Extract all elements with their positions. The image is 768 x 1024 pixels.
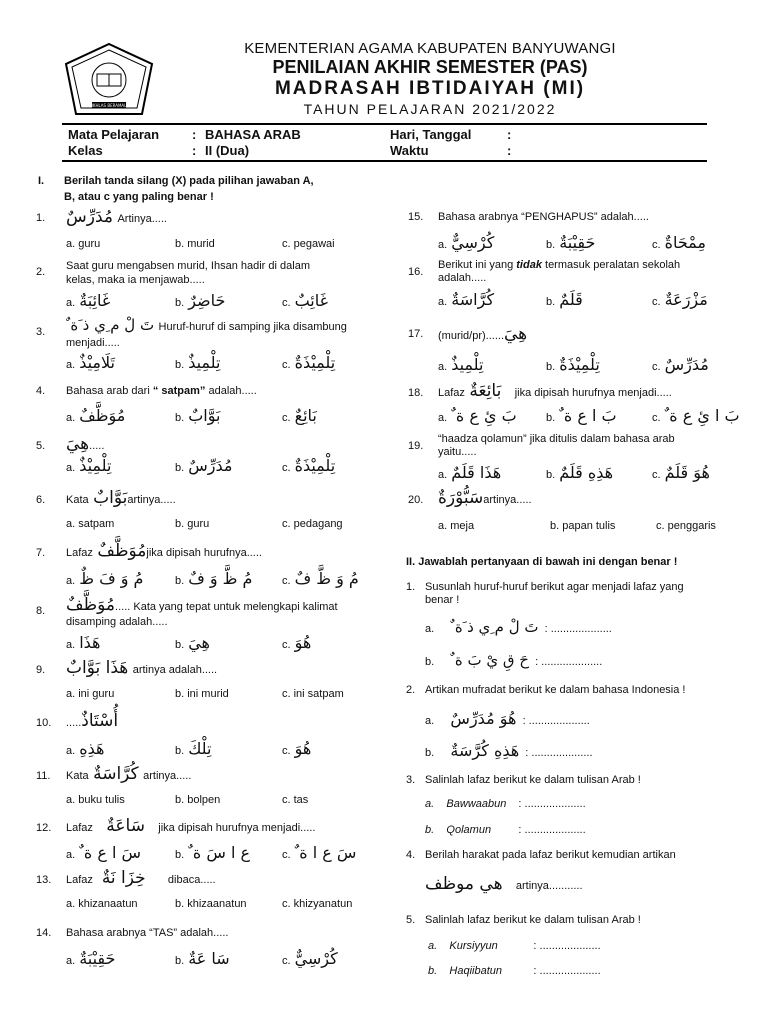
option-c[interactable]: c. tas — [282, 794, 309, 806]
class-value: II (Dua) — [205, 143, 250, 158]
question-text: disamping adalah..... — [66, 616, 168, 628]
option-b[interactable]: b. سَا عَةٌ — [175, 949, 230, 968]
subject-label: Mata Pelajaran — [68, 127, 160, 142]
option-c[interactable]: c. غَائِبٌ — [282, 291, 328, 310]
option-c[interactable]: c. penggaris — [656, 520, 716, 532]
question-6: Kata بَوَّابٌartinya..... — [66, 488, 176, 508]
question-number: 1. — [406, 581, 416, 593]
section-2-title: II. Jawablah pertanyaan di bawah ini dengan benar ! — [406, 556, 678, 568]
option-c[interactable]: c. مُ وَ ظَّ فٌ — [282, 569, 359, 588]
section-instruction: B, atau c yang paling benar ! — [64, 191, 214, 203]
svg-text:IKHLAS BERAMAL: IKHLAS BERAMAL — [91, 103, 127, 108]
colon: : — [192, 127, 197, 142]
question-number: 11. — [36, 770, 51, 782]
option-a[interactable]: a. meja — [438, 520, 475, 532]
option-a[interactable]: a. تِلْمِيذٌ — [438, 355, 484, 374]
question-1 — [66, 207, 167, 227]
question-number: 1. — [36, 212, 46, 224]
question-17: (murid/pr)......هِيَ — [438, 324, 528, 344]
question-text: Bahasa arab dari “ satpam” adalah..... — [66, 385, 257, 397]
answer-line-b[interactable]: b. Qolamun : .................... — [425, 824, 586, 836]
question-number: 14. — [36, 927, 52, 939]
subject-value: BAHASA ARAB — [205, 127, 301, 142]
option-c[interactable]: c. pedagang — [282, 518, 343, 530]
header-rule-top — [62, 123, 707, 125]
question-number: 5. — [406, 914, 416, 926]
option-a[interactable]: a. كُرْسِيٌّ — [438, 233, 495, 252]
option-b[interactable]: b. هَذِهِ قَلَمٌ — [546, 463, 614, 482]
question-text: Berikut ini yang tidak termasuk peralatan sekolah — [438, 259, 681, 271]
answer-line-a[interactable]: a. تَ لْ م ِي ذ َة ٌ : .................... — [425, 618, 612, 636]
option-b[interactable]: b. حَاضِرٌ — [175, 291, 226, 310]
option-a[interactable]: a. هَذَا — [66, 633, 101, 652]
option-b[interactable]: b. ع ا سَ ة ٌ — [175, 843, 251, 862]
question-number: 3. — [36, 326, 46, 338]
option-a[interactable]: a. ini guru — [66, 688, 115, 700]
question-5: هِيَ..... — [66, 434, 105, 454]
option-c[interactable]: c. بَ ا ئِ ع ة ٌ — [652, 406, 740, 425]
date-label: Hari, Tanggal — [390, 127, 472, 142]
option-c[interactable]: c. تِلْمِيْذَةٌ — [282, 456, 336, 475]
question-9: هَذَا بَوَّابٌ artinya adalah..... — [66, 658, 218, 678]
option-a[interactable]: a. khizanaatun — [66, 898, 138, 910]
answer-line-a[interactable]: a. Kursiyyun : .................... — [428, 940, 601, 952]
colon: : — [192, 143, 197, 158]
section-number: I. — [38, 175, 45, 187]
option-b[interactable]: b. مُ ظَّ وَ فٌ — [175, 569, 253, 588]
question-number: 17. — [408, 328, 424, 340]
question-number: 13. — [36, 874, 52, 886]
question-text: Artikan mufradat berikut ke dalam bahasa Indonesia ! — [425, 684, 686, 696]
class-label: Kelas — [68, 143, 103, 158]
kemenag-logo — [62, 42, 156, 120]
school-title: MADRASAH IBTIDAIYAH (MI) — [274, 78, 586, 99]
option-b[interactable]: b. papan tulis — [550, 520, 616, 532]
option-a[interactable]: a. satpam — [66, 518, 115, 530]
question-13: Lafaz خِزَا نَةٌ dibaca..... — [66, 868, 216, 888]
question-text: Salinlah lafaz berikut ke dalam tulisan Arab ! — [425, 774, 641, 786]
option-b[interactable]: b. khizaanatun — [175, 898, 247, 910]
answer-line-a[interactable]: a. هُوَ مُدَرِّسٌ : .................... — [425, 709, 590, 728]
option-a[interactable]: a. buku tulis — [66, 794, 125, 806]
option-a[interactable]: a. تَلَامِيْذٌ — [66, 353, 115, 372]
option-b[interactable]: b. قَلَمٌ — [546, 290, 583, 309]
question-text: benar ! — [425, 594, 460, 606]
option-a[interactable]: a. تِلْمِيْذٌ — [66, 456, 112, 475]
option-b[interactable]: b. ini murid — [175, 688, 229, 700]
colon: : — [507, 127, 512, 142]
question-number: 2. — [36, 266, 46, 278]
question-number: 8. — [36, 605, 46, 617]
option-c[interactable]: c. هُوَ — [282, 739, 312, 758]
question-number: 4. — [406, 849, 416, 861]
question-number: 15. — [408, 211, 424, 223]
question-7: Lafaz مُوَظَّفٌjika dipisah hurufnya..... — [66, 541, 262, 561]
option-a[interactable]: a. مُوَظَّفٌ — [66, 406, 126, 425]
question-text: Susunlah huruf-huruf berikut agar menjadi lafaz yang — [425, 581, 684, 593]
option-c[interactable]: c. مَزْرَعَةٌ — [652, 290, 708, 309]
option-a[interactable]: a. غَائِبَةٌ — [66, 291, 111, 310]
question-12: Lafaz سَاعَةٌ jika dipisah hurufnya menjadi..... — [66, 816, 316, 836]
question-3: تَ لْ م ِي ذ َة ٌ Huruf-huruf di samping jika disambung — [66, 316, 347, 334]
question-20: سَبُّوْرَةٌartinya..... — [438, 488, 532, 508]
option-c[interactable]: c. khizyanatun — [282, 898, 353, 910]
option-b[interactable]: b. حَقِيْبَةٌ — [546, 233, 596, 252]
question-number: 10. — [36, 717, 52, 729]
option-c[interactable]: c. ini satpam — [282, 688, 344, 700]
option-c[interactable]: c. هُوَ — [282, 633, 312, 652]
header-rule-bottom — [62, 160, 707, 162]
question-text: Artinya..... — [117, 213, 167, 225]
option-b[interactable]: b. تِلْكَ — [175, 739, 212, 758]
option-c[interactable]: c. مِمْحَاةٌ — [652, 233, 706, 252]
option-a[interactable]: a. guru — [66, 238, 101, 250]
question-text: “haadza qolamun” jika ditulis dalam bahasa arab — [438, 433, 675, 445]
option-a[interactable]: a. مُ وَ فَ ظٌ — [66, 569, 144, 588]
question-number: 2. — [406, 684, 416, 696]
option-c[interactable]: c. كُرْسِيٌّ — [282, 949, 338, 968]
question-number: 9. — [36, 664, 46, 676]
option-c[interactable]: c. مُدَرِّسٌ — [652, 355, 709, 374]
question-number: 19. — [408, 440, 424, 452]
question-text: kelas, maka ia menjawab..... — [66, 274, 205, 286]
question-number: 5. — [36, 440, 46, 452]
colon: : — [507, 143, 512, 158]
option-a[interactable]: a. بَ ئِ ع ة ٌ — [438, 406, 517, 425]
question-text: Berilah harakat pada lafaz berikut kemudian artikan — [425, 849, 676, 861]
question-10: .....أُسْتَاذٌ — [66, 711, 119, 731]
question-number: 16. — [408, 266, 424, 278]
question-number: 7. — [36, 547, 46, 559]
option-b[interactable]: b. تِلْمِيذٌ — [175, 353, 221, 372]
question-number: 3. — [406, 774, 416, 786]
option-c[interactable]: c. بَائِعٌ — [282, 406, 317, 425]
question-text: yaitu..... — [438, 446, 477, 458]
ministry-title: KEMENTERIAN AGAMA KABUPATEN BANYUWANGI — [244, 40, 616, 57]
question-number: 18. — [408, 387, 424, 399]
answer-line-a[interactable]: a. Bawwaabun : .................... — [425, 798, 586, 810]
question-number: 6. — [36, 494, 46, 506]
option-b[interactable]: b. تِلْمِيْذَةٌ — [546, 355, 600, 374]
section-instruction: Berilah tanda silang (X) pada pilihan jawaban A, — [64, 175, 314, 187]
academic-year: TAHUN PELAJARAN 2021/2022 — [303, 101, 557, 117]
question-text: Salinlah lafaz berikut ke dalam tulisan Arab ! — [425, 914, 641, 926]
option-b[interactable]: b. murid — [175, 238, 215, 250]
option-b[interactable]: b. هِيَ — [175, 633, 210, 652]
option-b[interactable]: b. بَ ا ع ة ٌ — [546, 406, 617, 425]
question-text: menjadi..... — [66, 337, 120, 349]
arabic-word: مُدَرِّسٌ — [66, 207, 113, 227]
option-b[interactable]: b. مُدَرِّسٌ — [175, 456, 233, 475]
question-4-answer[interactable]: هي موظف artinya........... — [425, 874, 583, 894]
question-text: Bahasa arabnya “TAS” adalah..... — [66, 927, 229, 939]
answer-line-b[interactable]: b. حَ قِ يْ بَ ة ٌ : .................... — [425, 651, 603, 669]
option-b[interactable]: b. guru — [175, 518, 210, 530]
question-8: مُوَظَّفٌ..... Kata yang tepat untuk melengkapi kalimat — [66, 595, 338, 615]
question-text: Saat guru mengabsen murid, Ihsan hadir di dalam — [66, 260, 310, 272]
exam-title: PENILAIAN AKHIR SEMESTER (PAS) — [272, 57, 588, 77]
option-c[interactable]: c. سَ ع ا ة ٌ — [282, 843, 357, 862]
option-a[interactable]: a. هَذِهِ — [66, 739, 105, 758]
answer-line-b[interactable]: b. Haqiibatun : .................... — [428, 965, 601, 977]
question-18: Lafaz بَائِعَةٌ jika dipisah hurufnya menjadi..... — [438, 381, 672, 401]
option-a[interactable]: a. كُرَّاسَةٌ — [438, 290, 495, 309]
time-label: Waktu — [390, 143, 429, 158]
option-b[interactable]: b. bolpen — [175, 794, 221, 806]
question-number: 4. — [36, 385, 46, 397]
option-c[interactable]: c. تِلْمِيْذَةٌ — [282, 353, 336, 372]
question-number: 20. — [408, 494, 424, 506]
answer-line-b[interactable]: b. هَذِهِ كُرَّسَةٌ : .................... — [425, 741, 593, 760]
option-a[interactable]: a. هَذَا قَلَمٌ — [438, 463, 502, 482]
option-a[interactable]: a. حَقِيْبَةٌ — [66, 949, 116, 968]
question-11: Kata كُرَّاسَةٌ artinya..... — [66, 764, 192, 784]
option-c[interactable]: c. pegawai — [282, 238, 335, 250]
question-text: adalah..... — [438, 272, 487, 284]
option-a[interactable]: a. سَ ا ع ة ٌ — [66, 843, 142, 862]
option-c[interactable]: c. هُوَ قَلَمٌ — [652, 463, 710, 482]
option-b[interactable]: b. بَوَّابٌ — [175, 406, 221, 425]
question-number: 12. — [36, 822, 52, 834]
question-text: Bahasa arabnya “PENGHAPUS” adalah..... — [438, 211, 649, 223]
